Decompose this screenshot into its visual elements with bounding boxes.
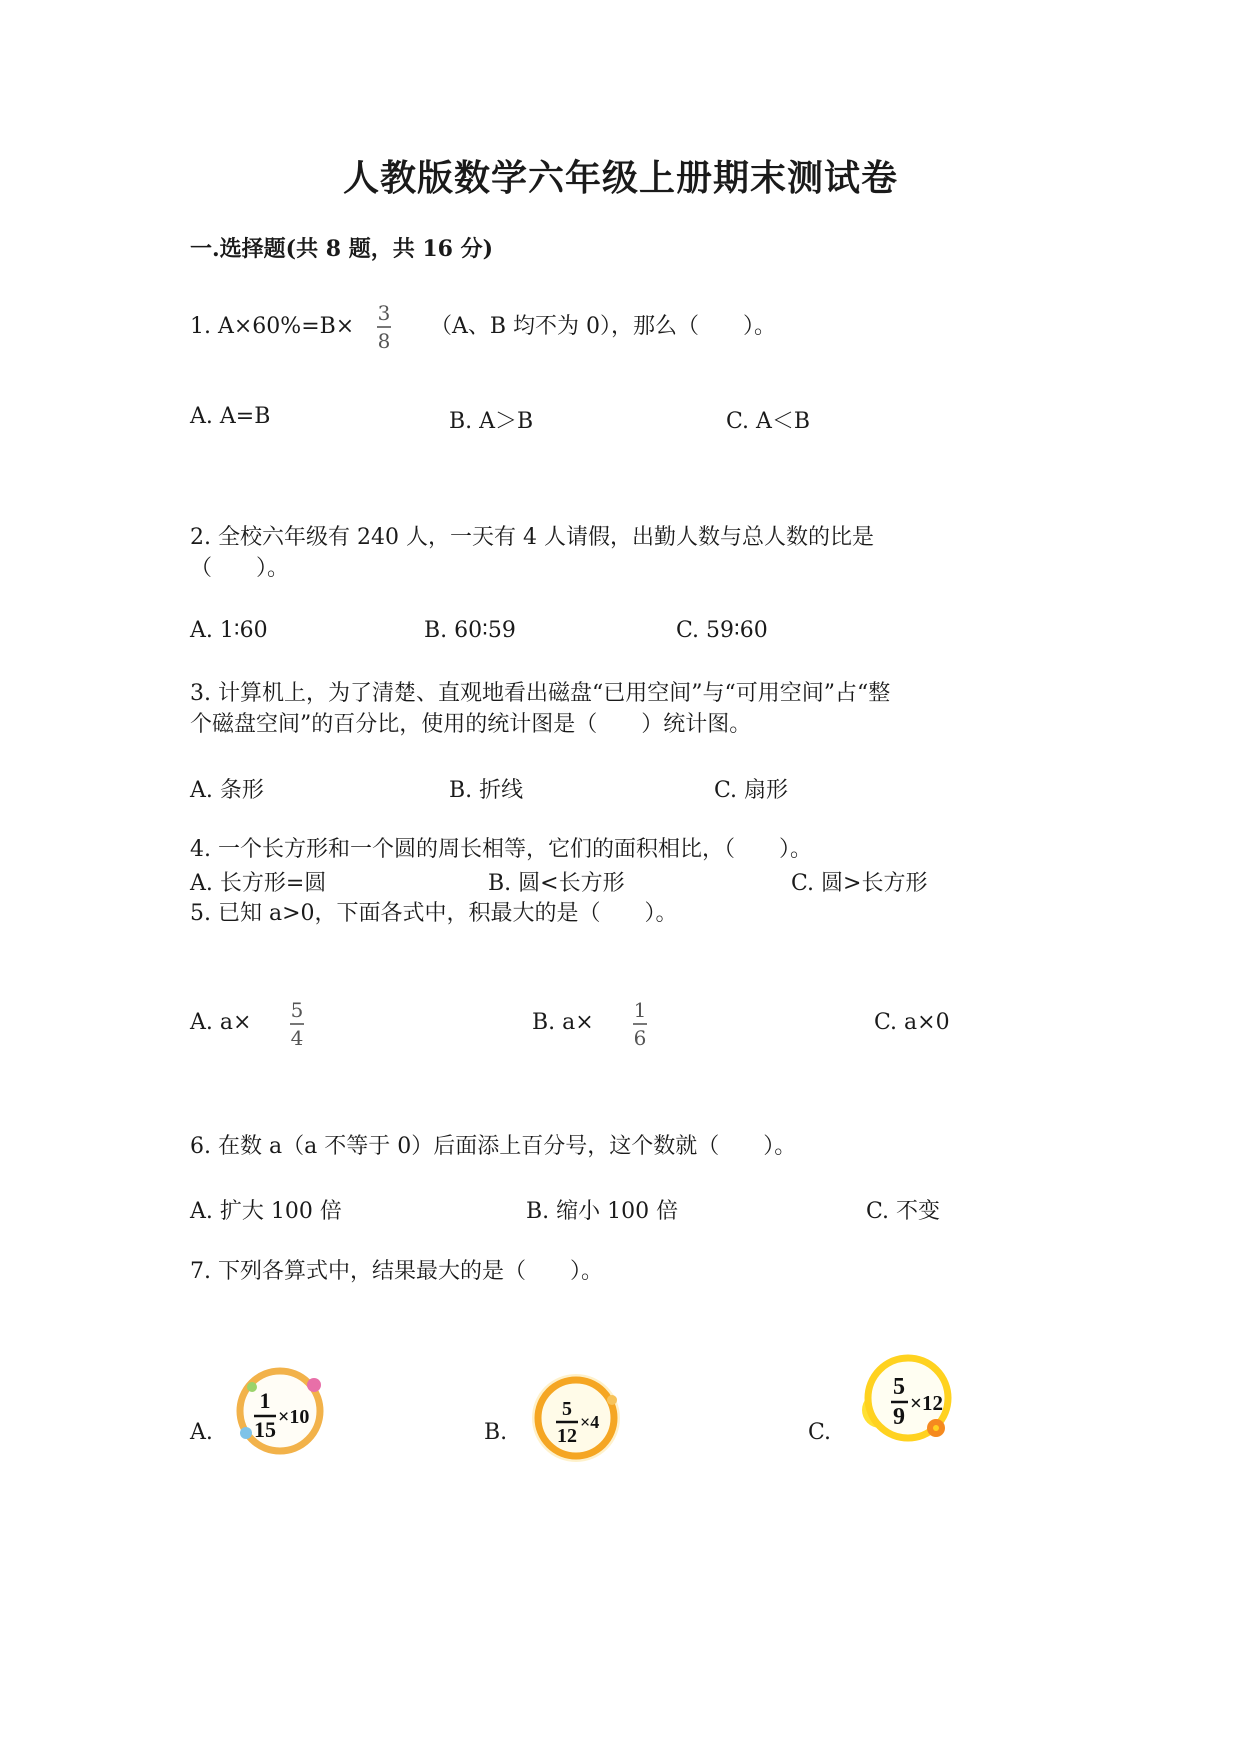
fraction-numerator: 1 bbox=[633, 998, 647, 1022]
question-5-stem: 5. 已知 a>0，下面各式中，积最大的是（ ）。 bbox=[190, 901, 678, 926]
question-5-option-b[interactable]: B. a× bbox=[532, 1010, 594, 1035]
question-7-option-b-badge[interactable] bbox=[528, 1370, 624, 1466]
question-3-option-c[interactable]: C. 扇形 bbox=[714, 778, 789, 803]
lemon-ring-badge-icon bbox=[858, 1352, 954, 1448]
leaf-decoration bbox=[247, 1382, 257, 1392]
fraction-bar bbox=[633, 1023, 647, 1025]
question-4-stem: 4. 一个长方形和一个圆的周长相等，它们的面积相比，（ ）。 bbox=[190, 837, 812, 862]
flower-decoration bbox=[307, 1378, 321, 1392]
question-1-option-a[interactable]: A. A=B bbox=[190, 404, 271, 429]
question-4-option-a[interactable]: A. 长方形=圆 bbox=[190, 871, 327, 896]
flower-center bbox=[933, 1425, 939, 1431]
question-3-stem: 3. 计算机上，为了清楚、直观地看出磁盘“已用空间”与“可用空间”占“整 bbox=[190, 681, 891, 706]
question-1-fraction bbox=[377, 301, 391, 353]
fraction-bar bbox=[377, 326, 391, 328]
question-7-option-b[interactable]: B. bbox=[484, 1420, 508, 1445]
fraction-numerator: 5 bbox=[562, 1398, 572, 1420]
fraction-denominator: 9 bbox=[893, 1404, 905, 1430]
question-6-stem: 6. 在数 a（a 不等于 0）后面添上百分号，这个数就（ ）。 bbox=[190, 1134, 797, 1159]
page-title: 人教版数学六年级上册期末测试卷 bbox=[342, 157, 898, 199]
fraction-denominator: 12 bbox=[557, 1425, 577, 1447]
question-7-option-a-badge[interactable] bbox=[232, 1363, 328, 1459]
fraction-bar bbox=[290, 1023, 304, 1025]
fraction-denominator: 4 bbox=[290, 1025, 304, 1050]
flower-decoration bbox=[240, 1427, 252, 1439]
question-7-stem: 7. 下列各算式中，结果最大的是（ ）。 bbox=[190, 1259, 603, 1284]
question-7-option-a[interactable]: A. bbox=[190, 1420, 213, 1445]
fraction-numerator: 3 bbox=[377, 301, 391, 325]
sun-ring-badge-icon bbox=[528, 1370, 624, 1466]
multiplier: ×4 bbox=[580, 1412, 600, 1432]
question-1-stem-end: （A、B 均不为 0），那么（ ）。 bbox=[430, 314, 777, 339]
question-1-option-c[interactable]: C. A＜B bbox=[726, 409, 811, 434]
fraction-numerator: 5 bbox=[290, 998, 304, 1022]
question-6-option-b[interactable]: B. 缩小 100 倍 bbox=[526, 1199, 679, 1224]
question-2-stem-line2: （ ）。 bbox=[190, 556, 290, 581]
fraction-numerator: 5 bbox=[893, 1374, 905, 1400]
fraction-denominator: 6 bbox=[633, 1025, 647, 1050]
question-1-option-b[interactable]: B. A＞B bbox=[449, 409, 534, 434]
question-4-option-b[interactable]: B. 圆<长方形 bbox=[488, 871, 625, 896]
question-7-option-c[interactable]: C. bbox=[808, 1420, 832, 1445]
multiplier: ×10 bbox=[278, 1406, 310, 1428]
fraction-numerator: 1 bbox=[259, 1388, 271, 1413]
question-7-option-c-badge[interactable] bbox=[858, 1352, 954, 1448]
fraction-denominator: 8 bbox=[377, 328, 391, 353]
fraction-denominator: 15 bbox=[254, 1417, 276, 1442]
question-1-stem: 1. A×60%=B× bbox=[190, 314, 355, 339]
question-2-stem: 2. 全校六年级有 240 人，一天有 4 人请假，出勤人数与总人数的比是 bbox=[190, 525, 874, 550]
question-2-option-b[interactable]: B. 60∶59 bbox=[424, 618, 516, 643]
question-3-option-b[interactable]: B. 折线 bbox=[449, 778, 524, 803]
multiplier: ×12 bbox=[910, 1391, 943, 1415]
section-heading: 一.选择题(共 8 题，共 16 分) bbox=[190, 236, 494, 262]
question-5-option-b-fraction bbox=[633, 998, 647, 1050]
question-4-option-c[interactable]: C. 圆>长方形 bbox=[791, 871, 928, 896]
question-5-option-a[interactable]: A. a× bbox=[190, 1010, 252, 1035]
question-2-option-a[interactable]: A. 1∶60 bbox=[190, 618, 268, 643]
flower-ring-badge-icon bbox=[232, 1363, 328, 1459]
question-2-option-c[interactable]: C. 59∶60 bbox=[676, 618, 768, 643]
question-6-option-c[interactable]: C. 不变 bbox=[866, 1199, 941, 1224]
question-6-option-a[interactable]: A. 扩大 100 倍 bbox=[190, 1199, 342, 1224]
question-3-option-a[interactable]: A. 条形 bbox=[190, 778, 264, 803]
question-3-stem-line2: 个磁盘空间”的百分比，使用的统计图是（ ）统计图。 bbox=[190, 712, 752, 737]
question-5-option-c[interactable]: C. a×0 bbox=[874, 1010, 950, 1035]
flower-decoration bbox=[607, 1395, 617, 1405]
question-5-option-a-fraction bbox=[290, 998, 304, 1050]
